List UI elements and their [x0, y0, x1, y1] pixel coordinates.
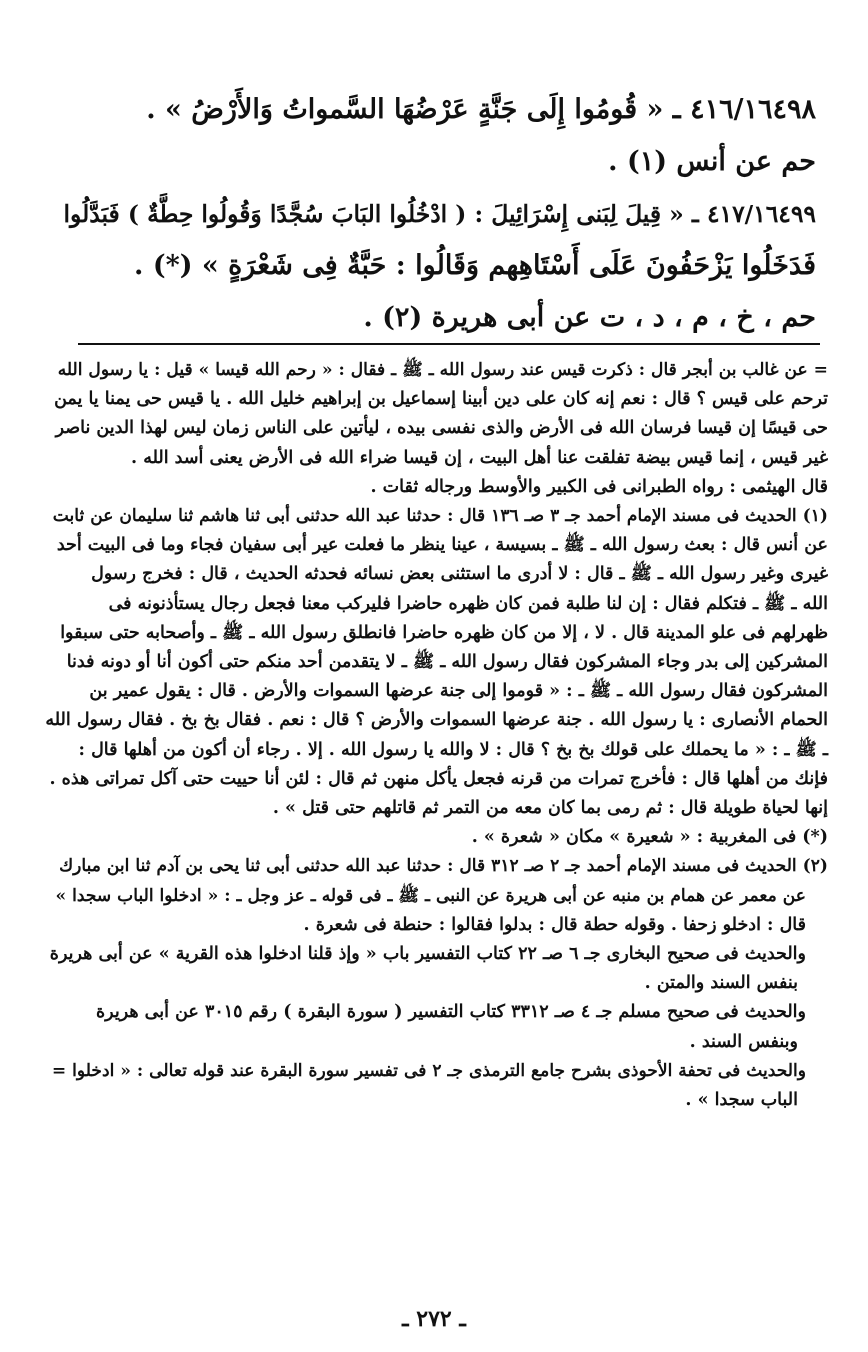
footnote-line: ترحم على قيس ؟ قال : نعم إنه كان على دين أبينا إسماعيل بن إبراهيم خليل الله . يا قيس حى يمنا يا يمن [54, 389, 828, 410]
footnote-1-line: عن أنس قال : بعث رسول الله ـ ﷺ ـ بسيسة ، عينا ينظر ما فعلت عير أبى سفيان فجاء وما فى البيت أحد [56, 535, 828, 556]
hadith-417-line-2: فَدَخَلُوا يَزْحَفُونَ عَلَى أَسْتَاهِهم وَقَالُوا : حَبَّةٌ فِى شَعْرَةٍ » (*) . [134, 250, 816, 281]
hadith-main-text [62, 84, 816, 344]
footnote-1-line: الله ـ ﷺ ـ فتكلم فقال : إن لنا طلبة فمن كان ظهره حاضرا فليركب معنا فجعل رجال يستأذنونه فى [108, 593, 828, 614]
page-number: ـ ٢٧٢ ـ [402, 1306, 466, 1332]
footnote-2-line: والحديث فى تحفة الأحوذى بشرح جامع الترمذى جـ ٢ فى تفسير سورة البقرة عند قوله تعالى : « ادخلوا = [51, 1060, 806, 1081]
footnote-line: حى قيسًا إن قيسا فرسان الله فى الأرض والذى نفسى بيده ، ليأتين على الناس زمان ليس لهذا الدين ناصر [55, 418, 828, 439]
footnote-1-line: الحمام الأنصارى : يا رسول الله . جنة عرضها السموات والأرض ؟ قال : نعم . فقال بخ بخ . فقال رسول الله [45, 710, 828, 731]
footnote-1-line: المشركين إلى بدر وجاء المشركون فقال رسول الله ـ ﷺ ـ لا يتقدمن أحد منكم حتى أكون أنا أو دونه فدنا [66, 652, 828, 673]
footnote-2-line: بنفس السند والمتن . [644, 973, 798, 994]
footnote-1-line: فإنك من أهلها قال : فأخرج تمرات من قرنه فجعل يأكل منهن ثم قال : لئن أنا حييت حتى آكل تمراتى هذه . [49, 768, 828, 789]
footnote-line: غير قيس ، إنما قيس بيضة تفلقت عنا أهل البيت ، إن قيسا ضراء الله فى الأرض يعنى أسد الله . [131, 447, 828, 468]
hadith-416-source: حم عن أنس (١) . [608, 146, 816, 177]
footnote-2-line: والحديث فى صحيح البخارى جـ ٦ صـ ٢٢ كتاب التفسير باب « وإذ قلنا ادخلوا هذه القرية » عن أبى هريرة [49, 944, 806, 965]
footnote-2-line: الباب سجدا » . [685, 1090, 798, 1111]
footnote-2-line: والحديث فى صحيح مسلم جـ ٤ صـ ٣٣١٢ كتاب التفسير ( سورة البقرة ) رقم ٣٠١٥ عن أبى هريرة [96, 1002, 806, 1023]
footnote-2-line: عن معمر عن همام بن منبه عن أبى هريرة عن النبى ـ ﷺ ـ فى قوله ـ عز وجل ـ : « ادخلوا الباب سجدا » [55, 885, 806, 906]
footnotes [44, 356, 828, 1115]
footnote-line: = عن غالب بن أبجر قال : ذكرت قيس عند رسول الله ـ ﷺ ـ فقال : « رحم الله قيسا » قيل : يا رسول الله [57, 360, 828, 380]
footnote-1-line: غيرى وغير رسول الله ـ ﷺ ـ قال : لا أدرى ما استثنى بعض نسائه فحدثه الحديث ، قال : فخرج رسول [91, 564, 828, 585]
footnote-line: قال الهيثمى : رواه الطبرانى فى الكبير والأوسط ورجاله ثقات . [370, 476, 828, 497]
footnote-1-line: المشركون فقال رسول الله ـ ﷺ ـ : « قوموا إلى جنة عرضها السموات والأرض . قال : يقول عمير بن [89, 681, 828, 702]
hadith-416-line: ٤١٦/١٦٤٩٨ ـ « قُومُوا إِلَى جَنَّةٍ عَرْضُهَا السَّمواتُ وَالأَرْضُ » . [146, 94, 816, 125]
hadith-417-line-1: ٤١٧/١٦٤٩٩ ـ « قِيلَ لِبَنى إِسْرَائِيلَ : ( ادْخُلُوا البَابَ سُجَّدًا وَقُولُوا حِطَّةٌ ) فَبَدَّلُوا [63, 200, 816, 228]
footnote-1-line: إنها لحياة طويلة قال : ثم رمى بما كان معه من التمر ثم قاتلهم حتى قتل » . [272, 798, 828, 819]
footnote-star-line: (*) فى المغربية : « شعيرة » مكان « شعرة » . [471, 827, 828, 848]
footnote-2-line: قال : ادخلو زحفا . وقوله حطة قال : بدلوا فقالوا : حنطة فى شعرة . [303, 914, 806, 935]
footnote-1-line: ظهرلهم فى علو المدينة قال . لا ، إلا من كان ظهره حاضرا فانطلق رسول الله ـ ﷺ ـ وأصحابه حتى سبقوا [60, 622, 828, 643]
footnote-separator [78, 343, 820, 345]
footnote-2-line: وبنفس السند . [689, 1031, 798, 1052]
footnote-1-line: ـ ﷺ ـ : « ما يحملك على قولك بخ بخ ؟ قال : لا والله يا رسول الله . إلا . رجاء أن أكون من أهلها قال : [78, 739, 828, 760]
footnote-1-line: (١) الحديث فى مسند الإمام أحمد جـ ٣ صـ ١٣٦ قال : حدثنا عبد الله حدثنى أبى ثنا هاشم ثنا سليمان عن ثابت [52, 506, 828, 527]
footnote-2-line: (٢) الحديث فى مسند الإمام أحمد جـ ٢ صـ ٣١٢ قال : حدثنا عبد الله حدثنى أبى ثنا يحى بن آدم ثنا ابن مبارك [59, 856, 828, 877]
hadith-417-source: حم ، خ ، م ، د ، ت عن أبى هريرة (٢) . [363, 302, 816, 333]
